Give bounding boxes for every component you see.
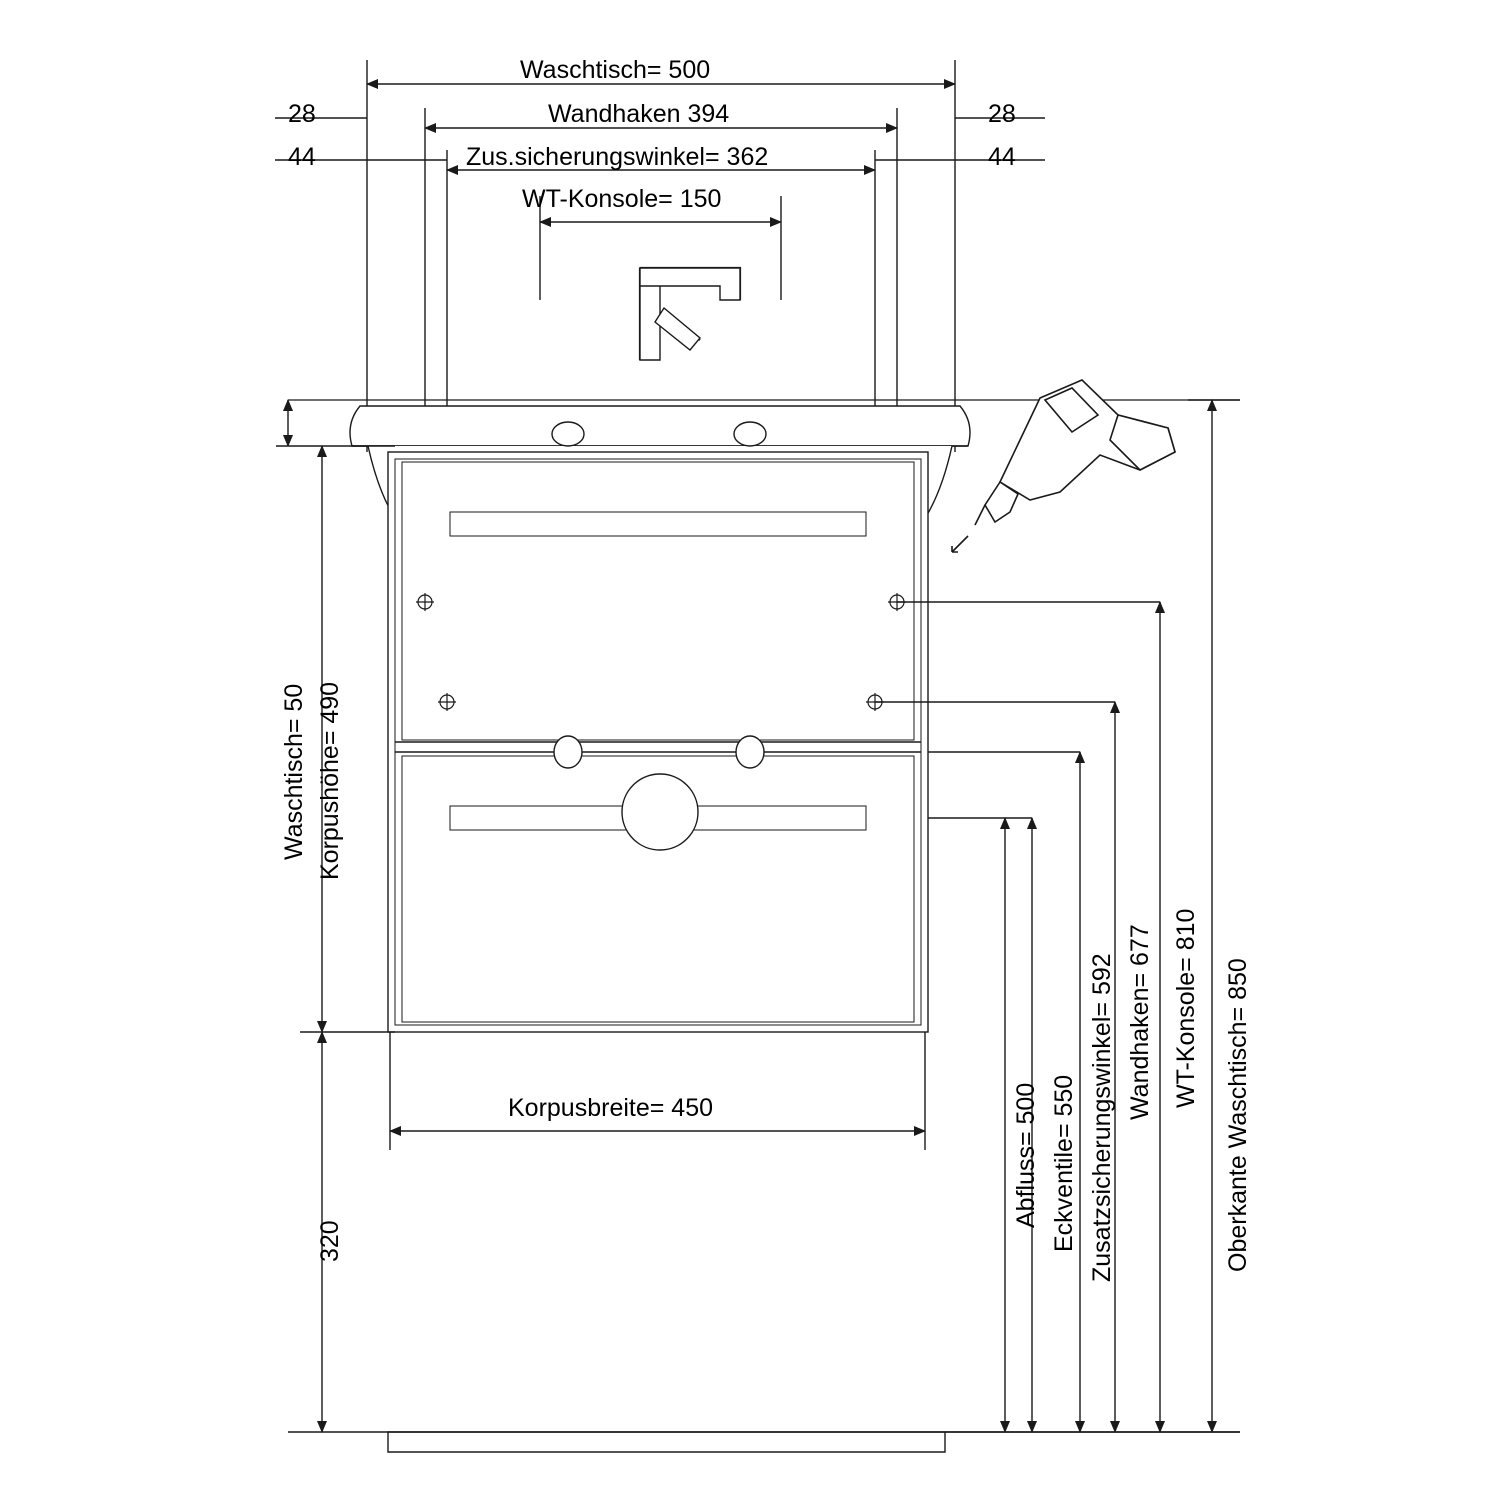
dim-label-wt-konsole-hoehe: WT-Konsole= 810 [1172, 908, 1200, 1108]
dim-label-waschtisch-breite: Waschtisch= 500 [520, 56, 711, 84]
dim-label-oberkante-waschtisch: Oberkante Waschtisch= 850 [1224, 958, 1252, 1272]
dim-label-waschtisch-hoehe: Waschtisch= 50 [280, 683, 308, 860]
dim-label-wt-konsole: WT-Konsole= 150 [522, 185, 722, 213]
dim-label-zusatzsicherungswinkel: Zusatzsicherungswinkel= 592 [1088, 953, 1116, 1282]
dim-label-bodenabstand: 320 [316, 1220, 344, 1262]
dim-label-eckventile: Eckventile= 550 [1050, 1074, 1078, 1252]
dim-label-zus-sicherungswinkel: Zus.sicherungswinkel= 362 [466, 143, 769, 171]
dim-label-korpusbreite: Korpusbreite= 450 [508, 1094, 714, 1122]
dim-label-wandhaken-hoehe: Wandhaken= 677 [1126, 924, 1154, 1120]
dim-label-offset-rechts-44: 44 [988, 143, 1016, 171]
dim-label-korpushoehe: Korpushöhe= 490 [316, 681, 344, 880]
dim-label-wandhaken: Wandhaken 394 [548, 100, 730, 128]
caulking-gun-icon [952, 380, 1175, 552]
dim-label-abfluss: Abfluss= 500 [1012, 1082, 1040, 1228]
dim-label-offset-links-28: 28 [288, 100, 316, 128]
dim-label-offset-links-44: 44 [288, 143, 316, 171]
dim-label-offset-rechts-28: 28 [988, 100, 1016, 128]
